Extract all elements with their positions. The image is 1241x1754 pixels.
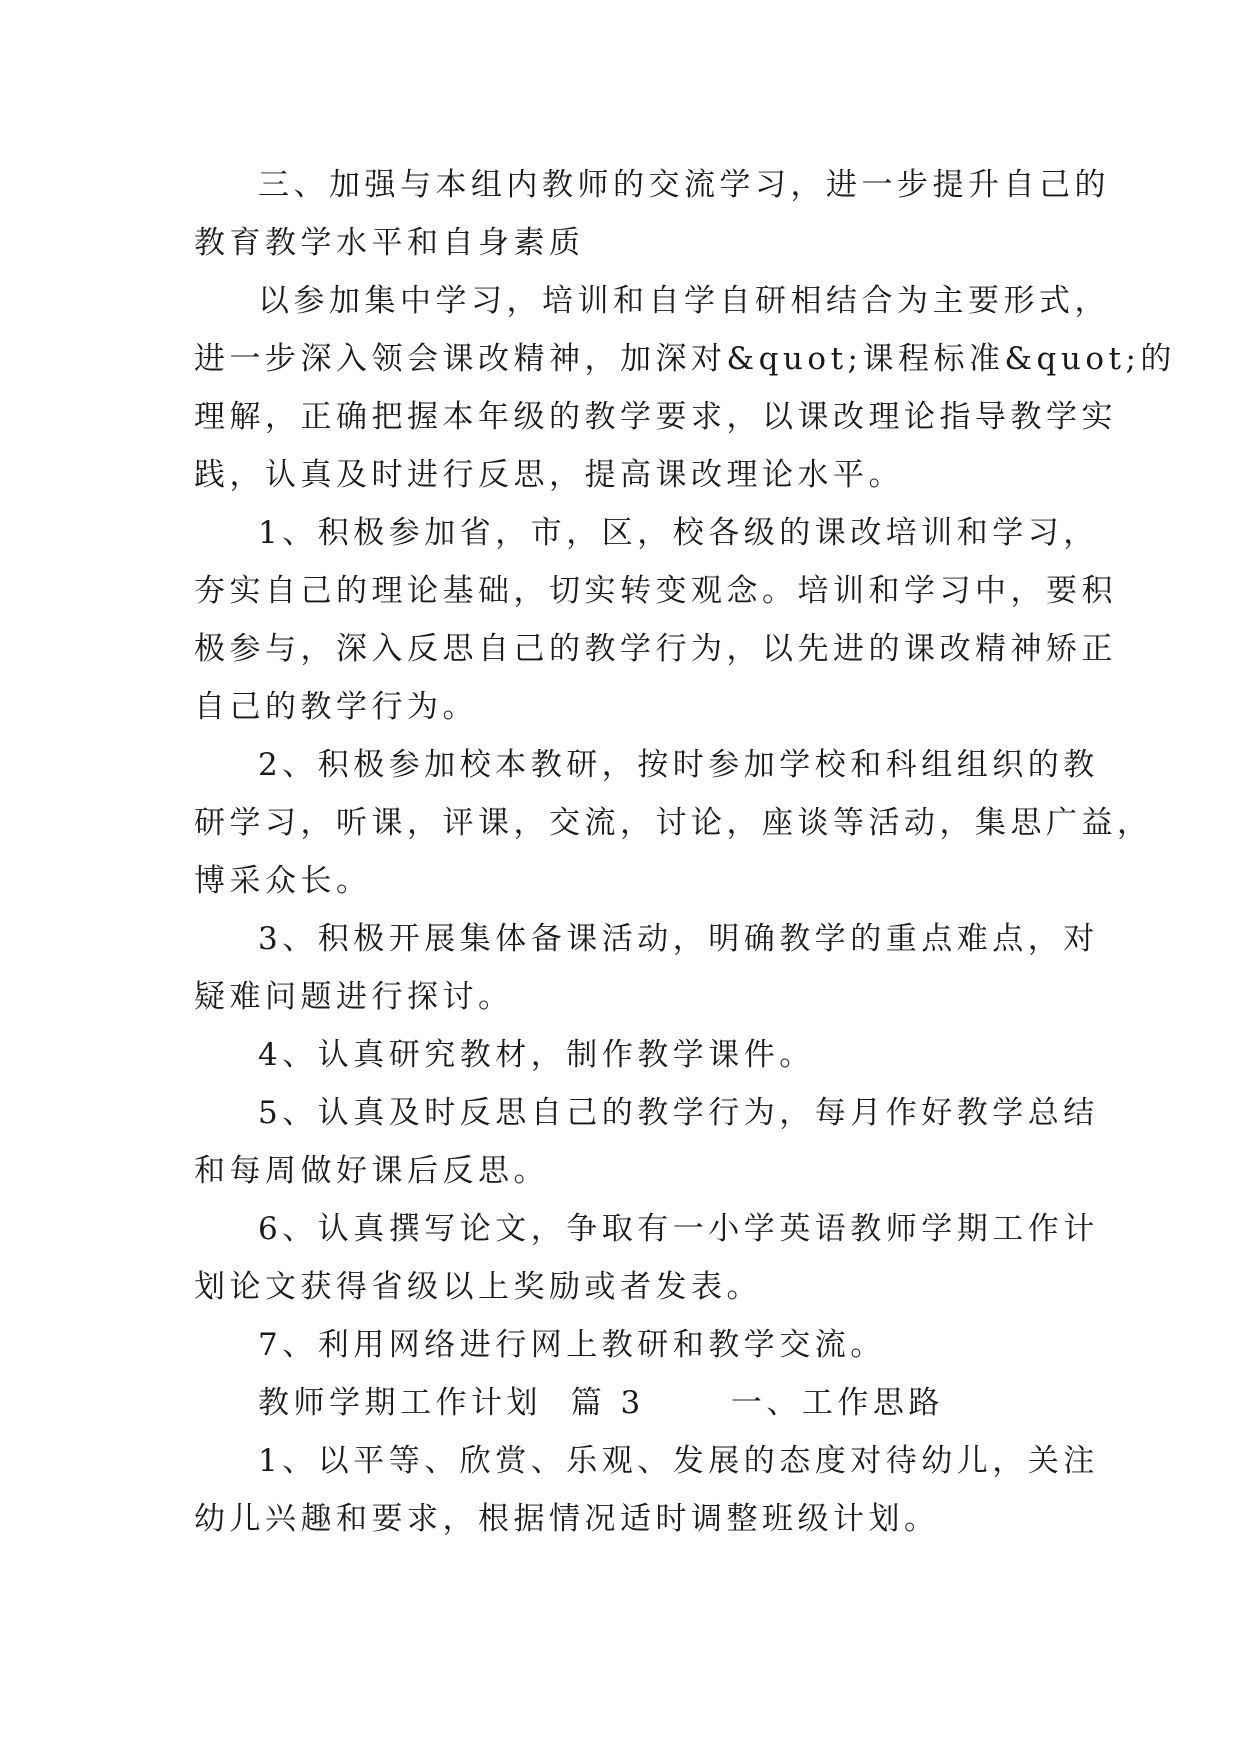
paragraph-intro-line-3: 理解，正确把握本年级的教学要求，以课改理论指导教学实 bbox=[194, 399, 1117, 435]
item-3-line-2: 疑难问题进行探讨。 bbox=[194, 979, 514, 1015]
item-1-line-4: 自己的教学行为。 bbox=[194, 689, 478, 725]
plan-3-item-1-line-1: 1、以平等、欣赏、乐观、发展的态度对待幼儿，关注 bbox=[258, 1443, 1099, 1479]
plan-3-heading: 教师学期工作计划 篇 3 一、工作思路 bbox=[258, 1385, 944, 1421]
item-6-line-2: 划论文获得省级以上奖励或者发表。 bbox=[194, 1269, 762, 1305]
item-5-line-1: 5、认真及时反思自己的教学行为，每月作好教学总结 bbox=[258, 1095, 1099, 1131]
paragraph-intro-line-2: 进一步深入领会课改精神，加深对&quot;课程标准&quot;的 bbox=[194, 341, 1176, 377]
plan-3-item-1-line-2: 幼儿兴趣和要求，根据情况适时调整班级计划。 bbox=[194, 1501, 940, 1537]
item-1-line-2: 夯实自己的理论基础，切实转变观念。培训和学习中，要积 bbox=[194, 573, 1117, 609]
item-7-line-1: 7、利用网络进行网上教研和教学交流。 bbox=[258, 1327, 886, 1363]
item-6-line-1: 6、认真撰写论文，争取有一小学英语教师学期工作计 bbox=[258, 1211, 1099, 1247]
item-4-line-1: 4、认真研究教材，制作教学课件。 bbox=[258, 1037, 815, 1073]
item-5-line-2: 和每周做好课后反思。 bbox=[194, 1153, 549, 1189]
item-2-line-1: 2、积极参加校本教研，按时参加学校和科组组织的教 bbox=[258, 747, 1099, 783]
item-2-line-2: 研学习，听课，评课，交流，讨论，座谈等活动，集思广益， bbox=[194, 805, 1153, 841]
paragraph-intro-line-4: 践，认真及时进行反思，提高课改理论水平。 bbox=[194, 457, 904, 493]
paragraph-intro-line-1: 以参加集中学习，培训和自学自研相结合为主要形式， bbox=[258, 283, 1110, 319]
item-1-line-1: 1、积极参加省，市，区，校各级的课改培训和学习， bbox=[258, 515, 1099, 551]
section-heading-3-line-1: 三、加强与本组内教师的交流学习，进一步提升自己的 bbox=[258, 167, 1110, 203]
item-2-line-3: 博采众长。 bbox=[194, 863, 372, 899]
section-heading-3-line-2: 教育教学水平和自身素质 bbox=[194, 225, 585, 261]
item-3-line-1: 3、积极开展集体备课活动，明确教学的重点难点，对 bbox=[258, 921, 1099, 957]
item-1-line-3: 极参与，深入反思自己的教学行为，以先进的课改精神矫正 bbox=[194, 631, 1117, 667]
